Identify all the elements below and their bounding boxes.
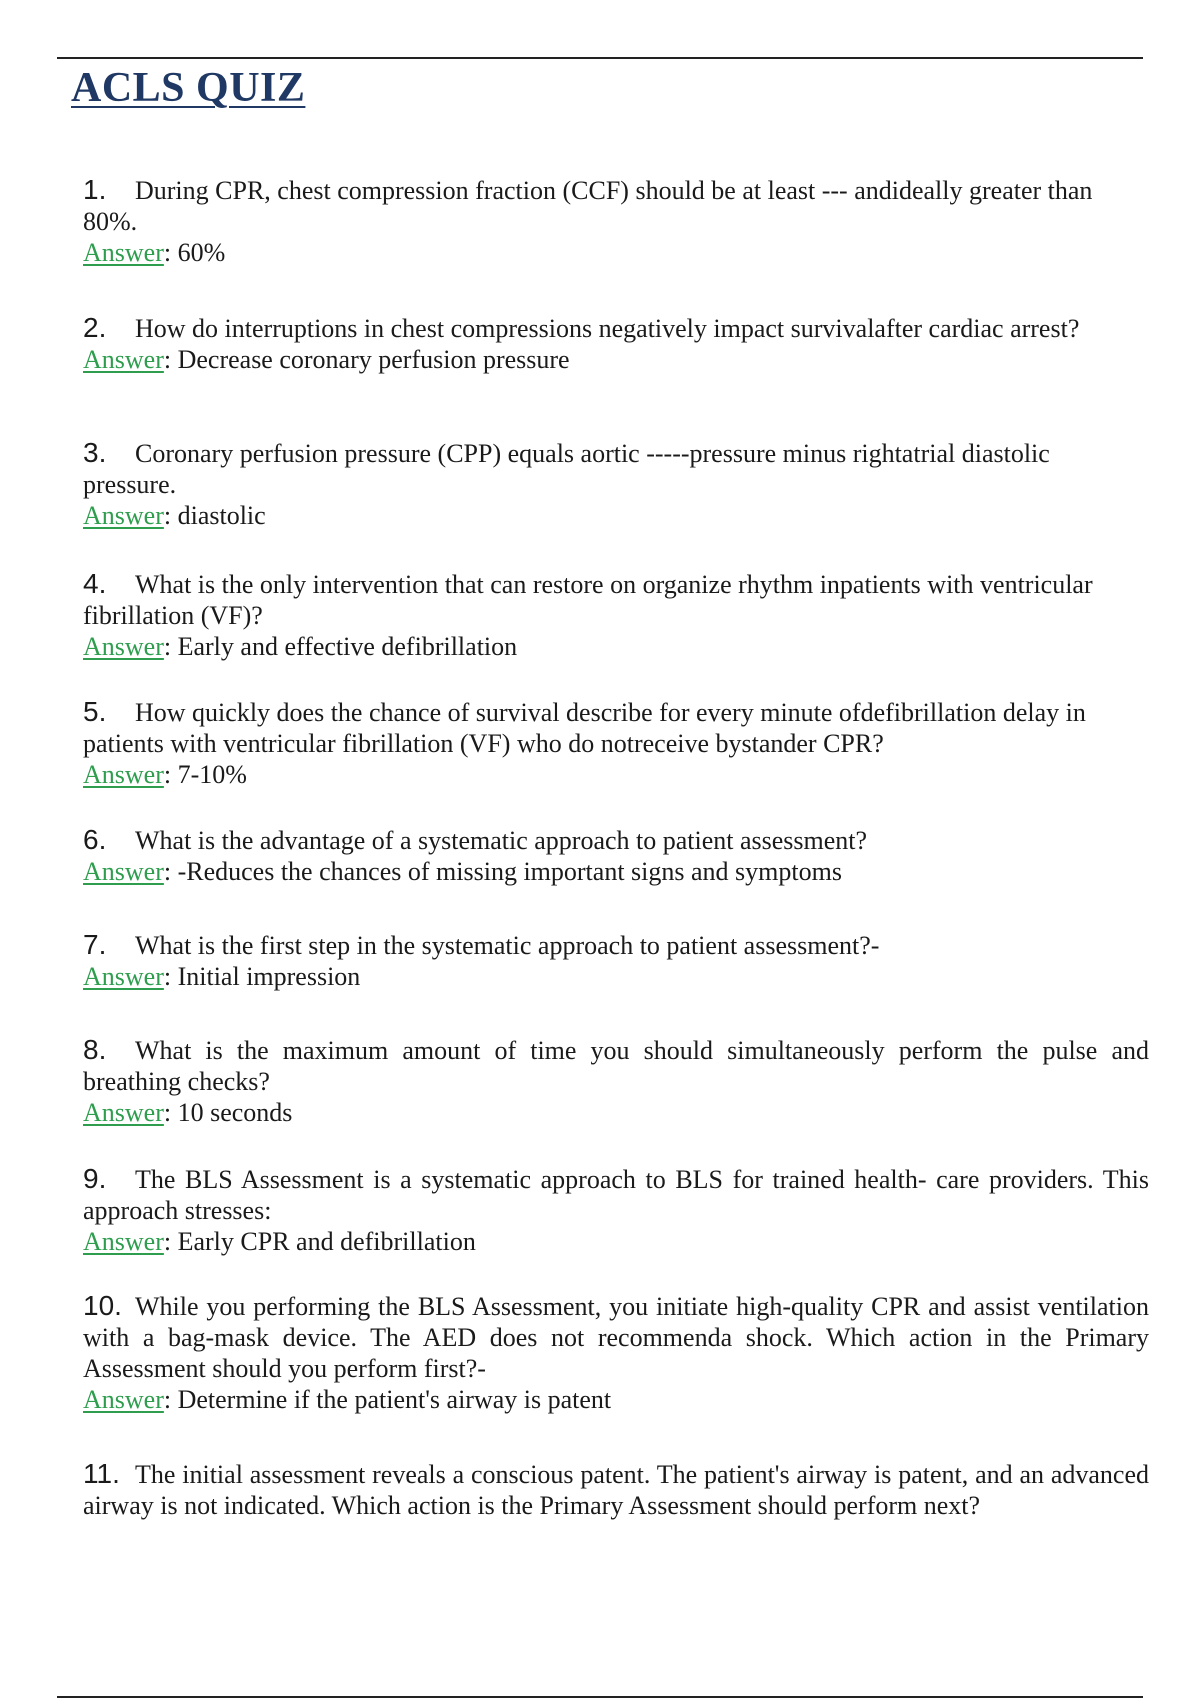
answer-text: : 60% (163, 238, 226, 267)
question-body: The initial assessment reveals a conscious patent. The patient's airway is patent, and an advanced airway is not indicated. Which action is the Primary Assessment should perform next? (83, 1460, 1149, 1520)
question-number: 11. (83, 1458, 120, 1489)
question-number: 1. (83, 174, 107, 205)
question-number: 6. (83, 824, 107, 855)
question-item-5 (83, 696, 1149, 790)
question-number: 2. (83, 312, 107, 343)
answer-text: : Determine if the patient's airway is patent (163, 1385, 612, 1414)
question-body: The BLS Assessment is a systematic approach to BLS for trained health- care providers. This approach stresses: (83, 1165, 1149, 1225)
question-text (83, 696, 1149, 759)
question-item-11 (83, 1458, 1149, 1521)
question-number: 7. (83, 929, 107, 960)
question-text (83, 824, 1149, 856)
question-item-8 (83, 1034, 1149, 1128)
answer-line (83, 344, 1149, 375)
answer-line (83, 759, 1149, 790)
answer-line (83, 631, 1149, 662)
question-body: How do interruptions in chest compressions negatively impact survivalafter cardiac arrest? (135, 314, 1080, 343)
question-text (83, 568, 1149, 631)
answer-label: Answer (83, 857, 164, 886)
answer-label: Answer (83, 501, 164, 530)
question-text (83, 1163, 1149, 1226)
answer-text: : Initial impression (163, 962, 361, 991)
question-item-9 (83, 1163, 1149, 1257)
question-number: 5. (83, 696, 107, 727)
answer-text: : Early CPR and defibrillation (163, 1227, 476, 1256)
question-body: What is the only intervention that can restore on organize rhythm inpatients with ventricular fibrillation (VF)? (83, 570, 1093, 630)
question-body: Coronary perfusion pressure (CPP) equals aortic -----pressure minus rightatrial diastolic pressure. (83, 439, 1050, 499)
page-title: ACLS QUIZ (71, 65, 306, 111)
question-number: 9. (83, 1163, 107, 1194)
question-text (83, 1034, 1149, 1097)
answer-label: Answer (83, 1227, 164, 1256)
answer-line (83, 500, 1149, 531)
question-body: What is the first step in the systematic approach to patient assessment?- (135, 931, 880, 960)
answer-line (83, 856, 1149, 887)
question-item-7 (83, 929, 1149, 992)
answer-text: : Decrease coronary perfusion pressure (163, 345, 570, 374)
question-item-3 (83, 437, 1149, 531)
answer-text: : 7-10% (163, 760, 247, 789)
question-item-10 (83, 1290, 1149, 1415)
answer-label: Answer (83, 632, 164, 661)
question-body: During CPR, chest compression fraction (CCF) should be at least --- andideally greater than 80%. (83, 176, 1093, 236)
question-number: 10. (83, 1290, 122, 1321)
answer-label: Answer (83, 760, 164, 789)
question-text (83, 312, 1149, 344)
answer-label: Answer (83, 1385, 164, 1414)
question-item-6 (83, 824, 1149, 887)
answer-line (83, 961, 1149, 992)
bottom-rule (57, 1696, 1143, 1698)
question-text (83, 929, 1149, 961)
question-body: While you performing the BLS Assessment, you initiate high-quality CPR and assist ventilation with a bag-mask device. The AED does not recommenda shock. Which action in the Primary Assessment should you perform first?- (83, 1292, 1149, 1383)
question-number: 3. (83, 437, 107, 468)
answer-label: Answer (83, 345, 164, 374)
answer-text: : Early and effective defibrillation (163, 632, 518, 661)
question-item-2 (83, 312, 1149, 375)
answer-label: Answer (83, 962, 164, 991)
answer-line (83, 1384, 1149, 1415)
question-item-1 (83, 174, 1149, 268)
question-text (83, 1290, 1149, 1384)
question-body: What is the maximum amount of time you should simultaneously perform the pulse and breathing checks? (83, 1036, 1149, 1096)
top-rule (57, 57, 1143, 59)
question-number: 4. (83, 568, 107, 599)
answer-text: : 10 seconds (163, 1098, 293, 1127)
question-text (83, 1458, 1149, 1521)
answer-label: Answer (83, 238, 164, 267)
question-body: How quickly does the chance of survival describe for every minute ofdefibrillation delay in patients with ventricular fibrillation (VF) who do notreceive bystander CPR? (83, 698, 1086, 758)
answer-line (83, 1226, 1149, 1257)
answer-text: : diastolic (163, 501, 266, 530)
answer-text: : -Reduces the chances of missing important signs and symptoms (163, 857, 842, 886)
question-number: 8. (83, 1034, 107, 1065)
answer-line (83, 237, 1149, 268)
answer-label: Answer (83, 1098, 164, 1127)
question-text (83, 437, 1149, 500)
question-body: What is the advantage of a systematic approach to patient assessment? (135, 826, 868, 855)
question-item-4 (83, 568, 1149, 662)
question-text (83, 174, 1149, 237)
answer-line (83, 1097, 1149, 1128)
